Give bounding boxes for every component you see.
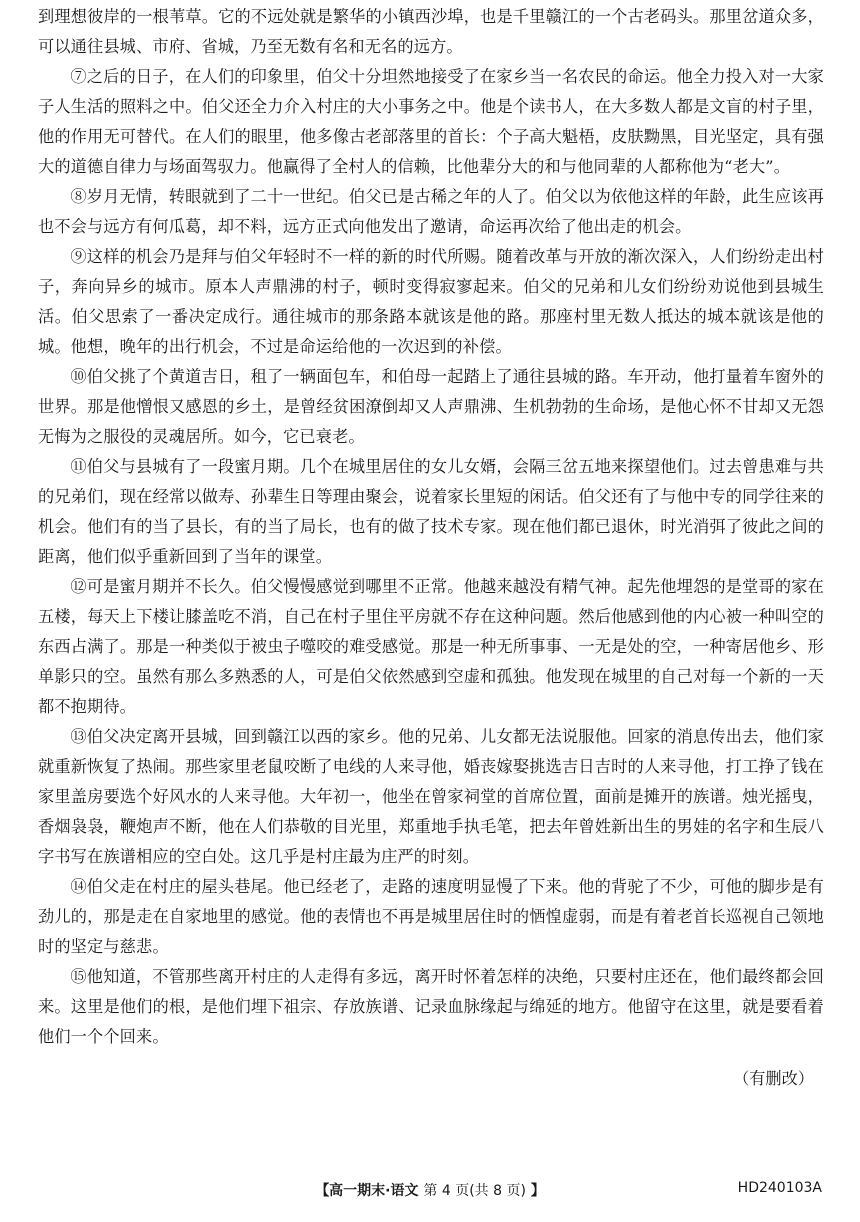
reading-passage [38,2,824,1052]
paragraph-11: ⑪伯父与县城有了一段蜜月期。几个在城里居住的女儿女婿，会隔三岔五地来探望他们。过去曾患难与共的兄弟们，现在经常以做寿、孙辈生日等理由聚会，说着家长里短的闲话。伯父还有了与他中专的同学往来的机会。他们有的当了县长，有的当了局长，也有的做了技术专家。现在他们都已退休，时光消弭了彼此之间的距离，他们似乎重新回到了当年的课堂。 [38,457,824,566]
paragraph-6-continued: 到理想彼岸的一根苇草。它的不远处就是繁华的小镇西沙埠，也是千里赣江的一个古老码头。那里岔道众多，可以通往县城、市府、省城，乃至无数有名和无名的远方。 [38,7,824,56]
footer-page-number: 第 4 页(共 8 页) [423,1183,526,1199]
page-footer [0,1180,860,1204]
paragraph-7: ⑦之后的日子，在人们的印象里，伯父十分坦然地接受了在家乡当一名农民的命运。他全力投入对一大家子人生活的照料之中。伯父还全力介入村庄的大小事务之中。他是个读书人，在大多数人都是文盲的村子里，他的作用无可替代。在人们的眼里，他多像古老部落里的首长：个子高大魁梧，皮肤黝黑，目光坚定，具有强大的道德自律力与场面驾驭力。他赢得了全村人的信赖，比他辈分大的和与他同辈的人都称他为“老大”。 [38,67,824,176]
paragraph-15: ⑮他知道，不管那些离开村庄的人走得有多远，离开时怀着怎样的决绝，只要村庄还在，他们最终都会回来。这里是他们的根，是他们埋下祖宗、存放族谱、记录血脉缘起与绵延的地方。他留守在这里，就是要看着他们一个个回来。 [38,967,824,1046]
footer-bracket: 】 [530,1183,545,1199]
paragraph-14: ⑭伯父走在村庄的屋头巷尾。他已经老了，走路的速度明显慢了下来。他的背驼了不少，可他的脚步是有劲儿的，那是走在自家地里的感觉。他的表情也不再是城里居住时的恓惶虚弱，而是有着老首长巡视自己领地时的坚定与慈悲。 [38,877,824,956]
footer-exam-code: HD240103A [737,1180,822,1196]
paragraph-12: ⑫可是蜜月期并不长久。伯父慢慢感觉到哪里不正常。他越来越没有精气神。起先他埋怨的是堂哥的家在五楼，每天上下楼让膝盖吃不消，自己在村子里住平房就不存在这种问题。然后他感到他的内心被一种叫空的东西占满了。那是一种类似于被虫子噬咬的难受感觉。那是一种无所事事、一无是处的空，一种寄居他乡、形单影只的空。虽然有那么多熟悉的人，可是伯父依然感到空虚和孤独。他发现在城里的自己对每一个新的一天都不抱期待。 [38,577,824,716]
source-note: （有删改） [733,1069,814,1088]
paragraph-9: ⑨这样的机会乃是拜与伯父年轻时不一样的新的时代所赐。随着改革与开放的渐次深入，人们纷纷走出村子，奔向异乡的城市。原本人声鼎沸的村子，顿时变得寂寥起来。伯父的兄弟和儿女们纷纷劝说他到县城生活。伯父思索了一番决定成行。通往城市的那条路本就该是他的路。那座村里无数人抵达的城本就该是他的城。他想，晚年的出行机会，不过是命运给他的一次迟到的补偿。 [38,247,824,356]
paragraph-13: ⑬伯父决定离开县城，回到赣江以西的家乡。他的兄弟、儿女都无法说服他。回家的消息传出去，他们家就重新恢复了热闹。那些家里老鼠咬断了电线的人来寻他，婚丧嫁娶挑选吉日吉时的人来寻他，打工挣了钱在家里盖房要选个好风水的人来寻他。大年初一，他坐在曾家祠堂的首席位置，面前是摊开的族谱。烛光摇曳，香烟袅袅，鞭炮声不断，他在人们恭敬的目光里，郑重地手执毛笔，把去年曾姓新出生的男娃的名字和生辰八字书写在族谱相应的空白处。这几乎是村庄最为庄严的时刻。 [38,727,824,866]
footer-exam-info [0,1180,860,1200]
paragraph-10: ⑩伯父挑了个黄道吉日，租了一辆面包车，和伯母一起踏上了通往县城的路。车开动，他打量着车窗外的世界。那是他憎恨又感恩的乡土，是曾经贫困潦倒却又人声鼎沸、生机勃勃的生命场，是他心怀不甘却又无怨无悔为之服役的灵魂居所。如今，它已衰老。 [38,367,824,446]
paragraph-8: ⑧岁月无情，转眼就到了二十一世纪。伯父已是古稀之年的人了。伯父以为依他这样的年龄，此生应该再也不会与远方有何瓜葛，却不料，远方正式向他发出了邀请，命运再次给了他出走的机会。 [38,187,824,236]
footer-exam-title: 【高一期末·语文 [315,1183,419,1199]
